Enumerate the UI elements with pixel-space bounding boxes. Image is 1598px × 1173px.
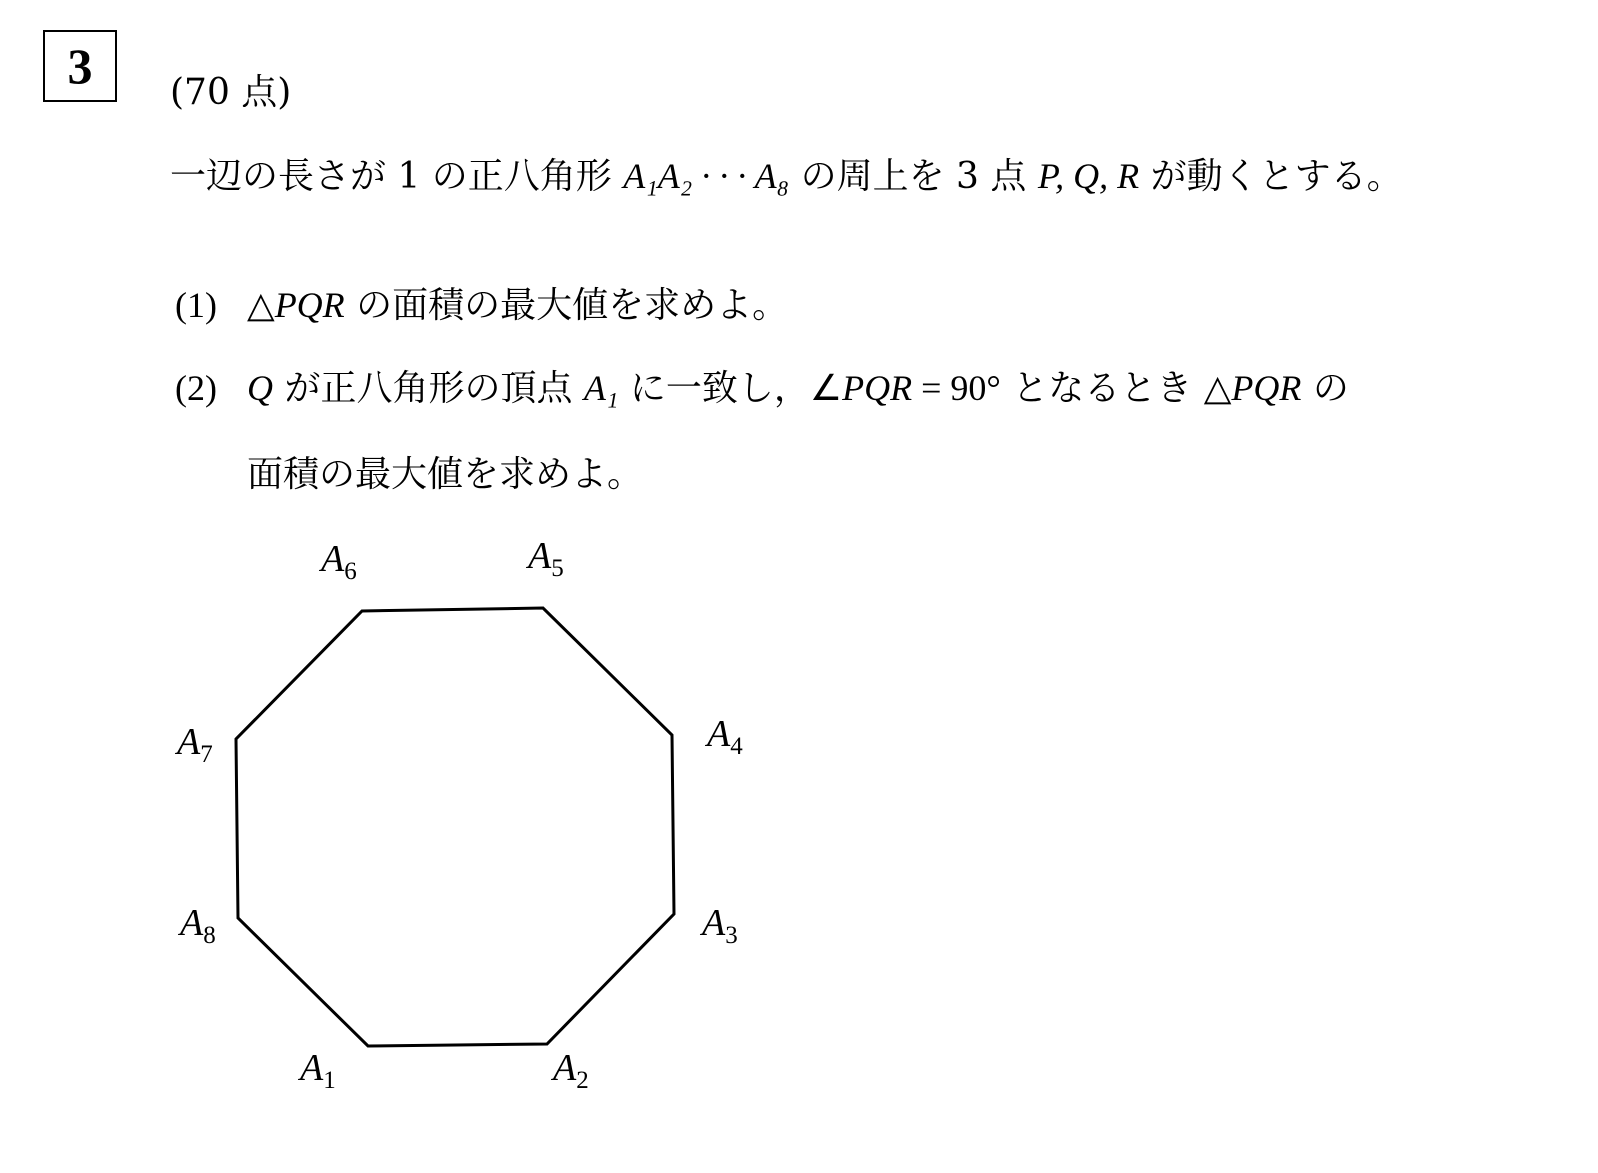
vertex-label-a4-index: 4	[730, 733, 743, 760]
triangle-name-2: PQR	[1231, 368, 1302, 408]
problem-number: 3	[43, 30, 117, 102]
angle-equation: = 90°	[912, 368, 1001, 408]
vertex-label-a7	[174, 721, 213, 768]
question-2-continuation: 面積の最大値を求めよ。	[247, 454, 644, 495]
vertex-label-a1-letter: A	[300, 1047, 324, 1089]
vertex-label-a8-letter: A	[180, 902, 204, 944]
point-q: Q	[247, 368, 273, 408]
vertex-label-a2-index: 2	[576, 1067, 589, 1094]
question-2-text-4: の	[1301, 368, 1349, 409]
vertex-label-a4-letter: A	[707, 713, 731, 755]
stem-text-pre: 一辺の長さが 1 の正八角形	[170, 156, 624, 197]
vertex-label-a6-index: 6	[344, 558, 357, 585]
angle-symbol: ∠	[809, 368, 843, 408]
vertex-label-a5	[525, 535, 564, 582]
vertex-label-a2-letter: A	[553, 1047, 577, 1089]
vertex-label-a8	[177, 902, 216, 949]
vertex-label-a7-letter: A	[177, 721, 201, 763]
vertex-label-a1	[297, 1047, 336, 1094]
question-2-label: (2)	[175, 368, 217, 408]
vertex-label-a4	[704, 713, 743, 760]
vertex-label-a5-letter: A	[528, 535, 552, 577]
regular-octagon	[236, 608, 674, 1046]
question-1-label: (1)	[175, 285, 217, 325]
triangle-name: PQR	[274, 285, 345, 325]
points-label: (70 点)	[170, 72, 292, 113]
stem-text-post: が動くとする。	[1139, 156, 1403, 197]
question-2-text-2: に一致し，	[618, 368, 810, 409]
question-2-text-1: が正八角形の頂点	[273, 368, 584, 409]
vertex-label-a3	[699, 902, 738, 949]
question-1-text: の面積の最大値を求めよ。	[344, 285, 789, 326]
vertex-name: A₁	[583, 368, 619, 408]
vertex-label-a8-index: 8	[203, 922, 216, 949]
vertex-label-a1-index: 1	[323, 1067, 336, 1094]
vertex-label-a6	[318, 538, 357, 585]
vertex-label-a2	[550, 1047, 589, 1094]
vertex-label-a3-index: 3	[725, 922, 738, 949]
vertex-label-a6-letter: A	[321, 538, 345, 580]
triangle-symbol-2: △	[1203, 368, 1232, 408]
vertex-label-a7-index: 7	[200, 741, 213, 768]
polygon-name: A₁A₂ · · · A₈	[623, 156, 790, 196]
triangle-symbol: △	[247, 285, 275, 325]
stem-text-mid: の周上を 3 点	[789, 156, 1038, 197]
question-2-text-3: となるとき	[1000, 368, 1204, 409]
vertex-label-a3-letter: A	[702, 902, 726, 944]
angle-name: PQR	[842, 368, 913, 408]
moving-points-names: P, Q, R	[1037, 156, 1140, 196]
vertex-label-a5-index: 5	[551, 555, 564, 582]
